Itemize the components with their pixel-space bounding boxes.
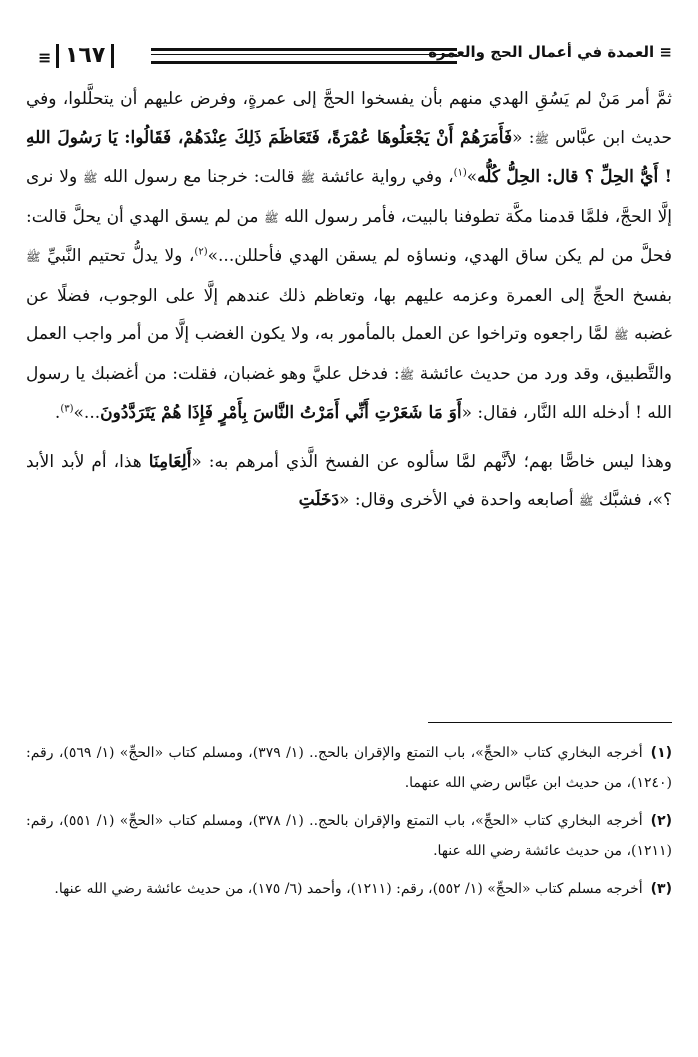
page-number: ١٦٧ xyxy=(56,44,114,68)
footnote-item xyxy=(26,874,672,904)
honorific: ﷺ xyxy=(264,210,279,225)
footnotes xyxy=(26,738,672,912)
honorific: ﷺ xyxy=(82,171,98,185)
text-run: ، ولا يدلُّ تحتيم النَّبيِّ xyxy=(40,246,195,266)
text-run: بفسخ الحجِّ إلى العمرة وعزمه عليهم بها، وتعاظم ذلك عندهم إلَّا على الوجوب، فضلًا عن غضبه xyxy=(26,285,673,344)
footnote-number: (١) xyxy=(650,745,673,761)
footnote-item xyxy=(26,738,672,798)
body-paragraph xyxy=(26,80,672,433)
hadith-quote: أَلِعَامِنَا xyxy=(148,451,192,472)
footnote-number: (٢) xyxy=(650,813,673,829)
footnote-number: (٣) xyxy=(650,881,672,897)
text-run: من لم يسق الهدي أن يحلَّ قالت: فحلَّ من لم يكن ساق الهدي، ونساؤه لم يسقن الهدي فأحللن...» xyxy=(26,206,672,266)
body-paragraph xyxy=(26,443,672,521)
footnote-text: أخرجه البخاري كتاب «الحجِّ»، باب التمتع والإقران بالحج.. (١/ ٣٧٩)، ومسلم كتاب «الحجِّ» (١/ ٥٦٩)، رقم: (١٢٤٠)، من حديث ابن عبَّاس رضي الله عنهما. xyxy=(26,745,672,791)
running-title: ≡ العمدة في أعمال الحج والعمرة xyxy=(428,43,672,61)
footnote-item xyxy=(26,806,672,866)
text-run: » xyxy=(466,167,478,187)
text-run: ...» xyxy=(73,403,101,423)
text-run: أصابعه واحدة في الأخرى وقال: « xyxy=(339,490,580,510)
footnote-text: أخرجه البخاري كتاب «الحجِّ»، باب التمتع والإقران بالحج.. (١/ ٣٧٨)، ومسلم كتاب «الحجِّ» (١/ ٥٥١)، رقم: (١٢١١)، من حديث عائشة رضي الله عنها. xyxy=(26,813,672,859)
text-run: . xyxy=(54,403,61,423)
footnote-ref[interactable]: (٢) xyxy=(194,246,208,258)
text-run: : فدخل عليَّ وهو غضبان، فقلت: من أغضبك يا رسول الله ! أدخله الله النَّار، فقال: « xyxy=(26,363,672,423)
text-run: وهذا ليس خاصًّا بهم؛ لأنَّهم لمَّا سألوه عن الفسخ الَّذي أمرهم به: « xyxy=(191,451,672,472)
hadith-quote: فَأَمَرَهُمْ أَنْ يَجْعَلُوهَا عُمْرَةً، فَتَعَاظَمَ ذَلِكَ عِنْدَهُمْ، فَقَالُوا: يَا رَسُولَ اللهِ ! أَيُّ الحِلِّ ؟ قال: الحِلُّ كُلُّه xyxy=(26,127,672,187)
page-header xyxy=(38,40,672,74)
text-run: لمَّا راجعوه وتراخوا عن العمل بالمأمور به، ولا يكون الغضب إلَّا من أمر واجب العمل والتَّطبيق، وقد ورد من حديث عائشة xyxy=(26,324,672,384)
hadith-quote: أَوَ مَا شَعَرْتِ أَنِّي أَمَرْتُ النَّاسَ بِأَمْرٍ فَإِذَا هُمْ يَتَرَدَّدُونَ xyxy=(100,403,462,423)
hadith-quote: دَخَلَتِ xyxy=(298,490,340,510)
header-ornament: ≡ xyxy=(38,48,52,67)
honorific: ﷺ xyxy=(399,367,415,382)
honorific: ﷺ xyxy=(614,328,629,342)
text-run: قالت: خرجنا مع رسول الله xyxy=(97,167,301,187)
footnote-ref[interactable]: (١) xyxy=(453,167,467,179)
text-run: ولا نرى إلَّا الحجَّ، فلمَّا قدمنا مكَّة تطوفنا بالبيت، فأمر رسول الله xyxy=(26,167,672,227)
header-rule xyxy=(151,48,457,64)
footnote-text: أخرجه مسلم كتاب «الحجِّ» (١/ ٥٥٢)، رقم: (١٢١١)، وأحمد (٦/ ١٧٥)، من حديث عائشة رضي الله عنها. xyxy=(54,881,643,897)
footnote-divider xyxy=(428,722,672,723)
text-run: ثمَّ أمر مَنْ لم يَسُقِ الهدي منهم بأن يفسخوا الحجَّ إلى عمرةٍ، وفرض عليهم أن يتحلَّلوا، وفي حديث ابن عبَّاس xyxy=(26,89,672,148)
honorific: ﷺ xyxy=(300,171,315,185)
text-run: : « xyxy=(512,127,535,148)
text-run: ، وفي رواية عائشة xyxy=(314,167,454,187)
main-text xyxy=(26,80,672,521)
honorific: ﷺ xyxy=(534,131,549,146)
honorific: ﷺ xyxy=(579,494,594,508)
text-run: هذا، أم لأبد الأبد ؟»، فشبَّك xyxy=(26,451,672,510)
honorific: ﷺ xyxy=(26,250,41,264)
footnote-ref[interactable]: (٣) xyxy=(60,403,74,415)
